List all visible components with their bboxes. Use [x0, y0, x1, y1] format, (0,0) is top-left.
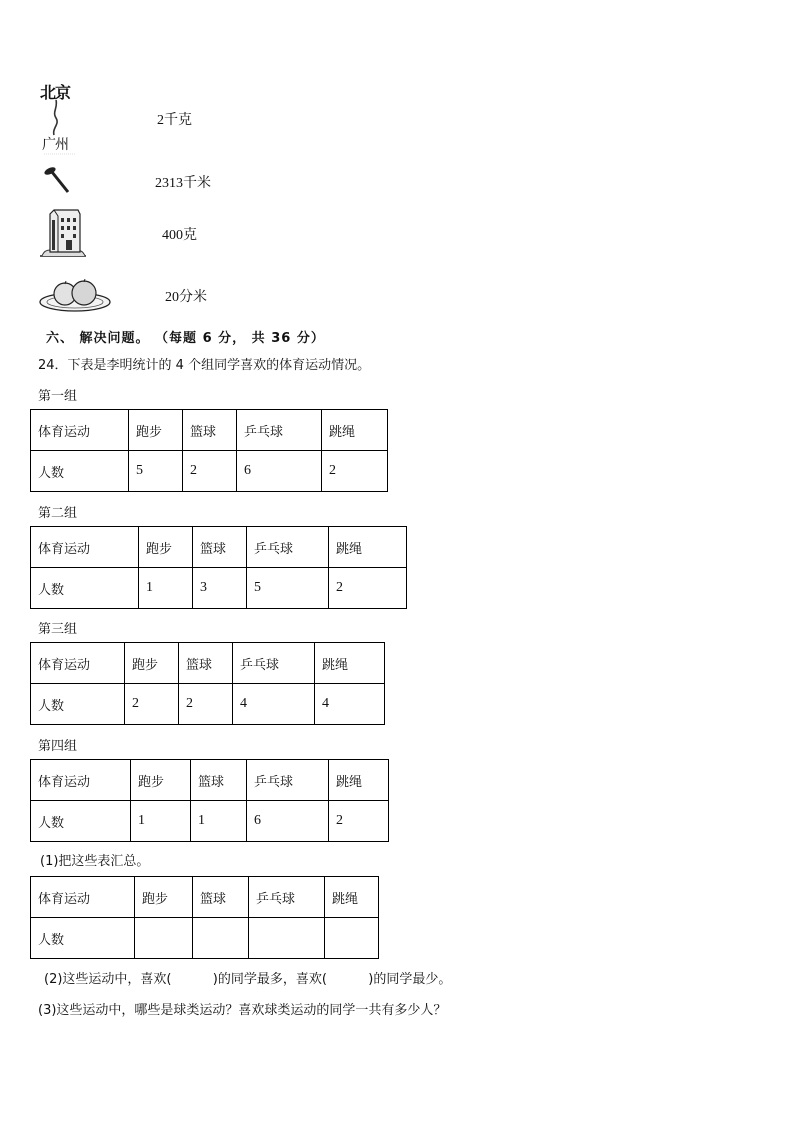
table-cell: 2 [329, 568, 407, 609]
table-cell: 2 [179, 684, 233, 725]
header-running: 跑步 [135, 877, 193, 918]
row-label-count: 人数 [31, 451, 129, 492]
header-jumprope: 跳绳 [329, 527, 407, 568]
answer-cell-basketball[interactable] [193, 918, 249, 959]
answer-cell-jumprope[interactable] [325, 918, 379, 959]
header-sport: 体育运动 [31, 877, 135, 918]
table-cell: 3 [193, 568, 247, 609]
header-basketball: 篮球 [179, 643, 233, 684]
header-sport: 体育运动 [31, 760, 131, 801]
row-label-count: 人数 [31, 684, 125, 725]
map-beijing-guangzhou [36, 80, 86, 156]
table-cell: 1 [131, 801, 191, 842]
question-24-part-2: (2)这些运动中，喜欢( )的同学最多，喜欢( )的同学最少。 [44, 972, 452, 987]
match-item-1: 2千克 [157, 113, 192, 128]
header-running: 跑步 [139, 527, 193, 568]
group-3-table [30, 642, 385, 725]
row-label-count: 人数 [31, 568, 139, 609]
header-pingpong: 乒乓球 [237, 410, 322, 451]
header-jumprope: 跳绳 [322, 410, 388, 451]
question-24-intro: 24．下表是李明统计的 4 个组同学喜欢的体育运动情况。 [38, 358, 371, 373]
row-label-count: 人数 [31, 918, 135, 959]
header-basketball: 篮球 [193, 527, 247, 568]
group-2-table [30, 526, 407, 609]
header-jumprope: 跳绳 [325, 877, 379, 918]
summary-table [30, 876, 379, 959]
map-label-beijing: 北京 [40, 83, 71, 102]
table-cell: 2 [183, 451, 237, 492]
table-cell: 6 [237, 451, 322, 492]
header-pingpong: 乒乓球 [233, 643, 315, 684]
header-jumprope: 跳绳 [329, 760, 389, 801]
header-basketball: 篮球 [193, 877, 249, 918]
question-24-part-1: (1)把这些表汇总。 [40, 854, 150, 869]
match-item-3: 400克 [162, 228, 197, 243]
header-basketball: 篮球 [183, 410, 237, 451]
header-sport: 体育运动 [31, 410, 129, 451]
answer-cell-pingpong[interactable] [249, 918, 325, 959]
fruit-plate-icon [38, 276, 112, 314]
header-running: 跑步 [125, 643, 179, 684]
table-cell: 4 [315, 684, 385, 725]
table-cell: 2 [322, 451, 388, 492]
nail-icon [38, 164, 78, 198]
map-label-guangzhou: 广州 [42, 137, 68, 153]
header-running: 跑步 [131, 760, 191, 801]
header-running: 跑步 [129, 410, 183, 451]
table-cell: 5 [247, 568, 329, 609]
table-cell: 4 [233, 684, 315, 725]
match-item-2: 2313千米 [155, 176, 211, 191]
row-label-count: 人数 [31, 801, 131, 842]
group-4-label: 第四组 [38, 739, 78, 754]
header-pingpong: 乒乓球 [249, 877, 325, 918]
group-2-label: 第二组 [38, 506, 78, 521]
table-cell: 2 [329, 801, 389, 842]
section-six-title: 六、 解决问题。 （每题 6 分， 共 36 分） [46, 331, 325, 346]
building-icon [38, 206, 88, 258]
header-pingpong: 乒乓球 [247, 527, 329, 568]
answer-cell-running[interactable] [135, 918, 193, 959]
match-item-4: 20分米 [165, 290, 207, 305]
table-cell: 2 [125, 684, 179, 725]
table-cell: 5 [129, 451, 183, 492]
header-sport: 体育运动 [31, 643, 125, 684]
header-pingpong: 乒乓球 [247, 760, 329, 801]
group-1-label: 第一组 [38, 389, 78, 404]
header-basketball: 篮球 [191, 760, 247, 801]
group-4-table [30, 759, 389, 842]
table-cell: 1 [191, 801, 247, 842]
header-sport: 体育运动 [31, 527, 139, 568]
table-cell: 6 [247, 801, 329, 842]
table-cell: 1 [139, 568, 193, 609]
group-1-table [30, 409, 388, 492]
group-3-label: 第三组 [38, 622, 78, 637]
header-jumprope: 跳绳 [315, 643, 385, 684]
question-24-part-3: (3)这些运动中，哪些是球类运动？喜欢球类运动的同学一共有多少人？ [38, 1003, 447, 1018]
